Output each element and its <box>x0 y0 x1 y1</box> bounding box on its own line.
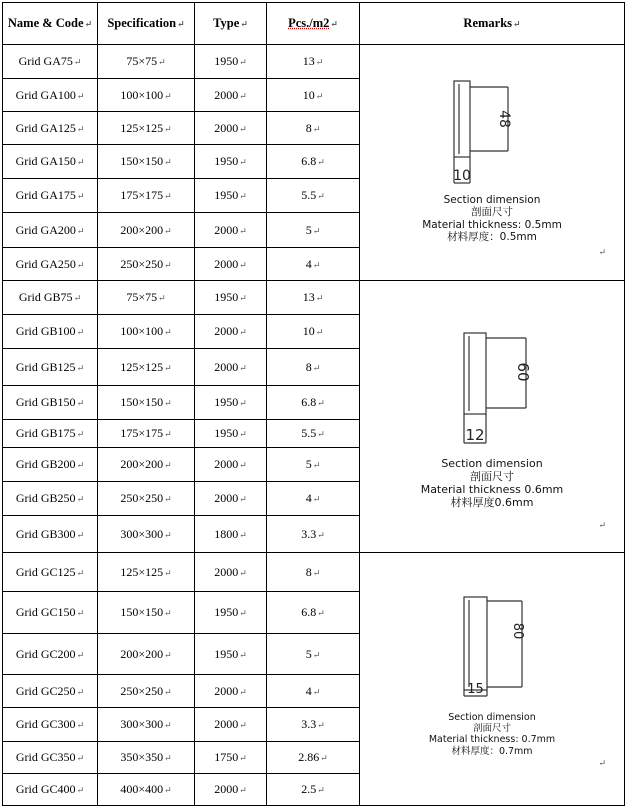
cell-type: 2000↵ <box>195 482 267 516</box>
paragraph-mark-icon: ↵ <box>239 327 247 337</box>
cell-type: 2000↵ <box>195 553 267 592</box>
paragraph-mark-icon: ↵ <box>312 225 321 236</box>
paragraph-mark-icon: ↵ <box>76 753 85 763</box>
cell-specification: 250×250↵ <box>98 675 195 708</box>
cell-name-code: Grid GC150↵ <box>3 592 98 634</box>
cell-name-code: Grid GA250↵ <box>3 248 98 281</box>
paragraph-mark-icon: ↵ <box>312 686 321 697</box>
cell-specification: 350×350↵ <box>98 742 195 774</box>
cell-pcs-m2: 5.5↵ <box>267 179 360 213</box>
cell-specification: 250×250↵ <box>98 248 195 281</box>
section-dimension-block <box>360 282 624 552</box>
remarks-cell <box>360 553 625 806</box>
cell-pcs-m2: 4↵ <box>267 675 360 708</box>
remark-line1: Section dimension <box>443 193 541 206</box>
paragraph-mark-icon: ↵ <box>239 57 247 67</box>
cell-name-code: Grid GC350↵ <box>3 742 98 774</box>
table-row <box>3 45 625 79</box>
section-description <box>360 194 624 244</box>
header-specification: Specification↵ <box>98 3 195 45</box>
paragraph-mark-icon: ↵ <box>76 494 85 504</box>
paragraph-mark-icon: ↵ <box>239 398 247 408</box>
height-dimension-label: 80 <box>510 622 525 639</box>
cell-type: 1950↵ <box>195 420 267 448</box>
cell-name-code: Grid GC125↵ <box>3 553 98 592</box>
paragraph-mark-icon: ↵ <box>73 57 82 67</box>
height-dimension-label: 48 <box>496 109 512 128</box>
cell-type: 2000↵ <box>195 448 267 482</box>
paragraph-mark-icon: ↵ <box>76 225 85 236</box>
remark-line2: 剖面尺寸 <box>471 206 513 219</box>
paragraph-mark-icon: ↵ <box>315 57 324 67</box>
paragraph-mark-icon: ↵ <box>164 362 172 373</box>
paragraph-mark-icon: ↵ <box>76 460 85 470</box>
cell-pcs-m2: 8↵ <box>267 553 360 592</box>
cell-specification: 75×75↵ <box>98 281 195 315</box>
cell-name-code: Grid GA150↵ <box>3 145 98 179</box>
cell-specification: 125×125↵ <box>98 553 195 592</box>
remark-line4: 材料厚度：0.5mm <box>447 231 537 244</box>
cell-name-code: Grid GB100↵ <box>3 315 98 349</box>
cell-specification: 100×100↵ <box>98 315 195 349</box>
cell-pcs-m2: 2.86↵ <box>267 742 360 774</box>
paragraph-mark-icon: ↵ <box>164 398 172 408</box>
cell-specification: 200×200↵ <box>98 448 195 482</box>
cell-type: 1950↵ <box>195 592 267 634</box>
profile-outer-leg <box>464 333 486 414</box>
cell-specification: 125×125↵ <box>98 112 195 145</box>
cell-specification: 100×100↵ <box>98 79 195 112</box>
paragraph-mark-icon: ↵ <box>239 293 247 303</box>
paragraph-mark-icon: ↵ <box>164 649 172 660</box>
cell-name-code: Grid GA200↵ <box>3 213 98 248</box>
paragraph-mark-icon: ↵ <box>312 567 321 578</box>
paragraph-mark-icon: ↵ <box>164 327 172 337</box>
cell-type: 2000↵ <box>195 112 267 145</box>
remark-line2: 剖面尺寸 <box>472 722 511 734</box>
remark-line3: Material thickness: 0.7mm <box>428 734 556 746</box>
cell-type: 2000↵ <box>195 213 267 248</box>
cell-type: 2000↵ <box>195 708 267 742</box>
paragraph-mark-icon: ↵ <box>315 327 324 337</box>
cell-type: 1950↵ <box>195 281 267 315</box>
cell-pcs-m2: 4↵ <box>267 248 360 281</box>
paragraph-mark-icon: ↵ <box>513 19 521 29</box>
cell-specification: 300×300↵ <box>98 708 195 742</box>
cell-specification: 125×125↵ <box>98 349 195 386</box>
paragraph-mark-icon: ↵ <box>598 246 606 257</box>
paragraph-mark-icon: ↵ <box>240 19 248 29</box>
paragraph-mark-icon: ↵ <box>76 567 85 578</box>
paragraph-mark-icon: ↵ <box>164 157 172 167</box>
cell-name-code: Grid GA125↵ <box>3 112 98 145</box>
cell-pcs-m2: 13↵ <box>267 281 360 315</box>
paragraph-mark-icon: ↵ <box>239 608 247 618</box>
width-dimension-label: 10 <box>453 167 471 184</box>
header-name-code: Name & Code↵ <box>3 3 98 45</box>
cell-name-code: Grid GB75↵ <box>3 281 98 315</box>
cell-type: 1950↵ <box>195 634 267 675</box>
header-pcs-m2: Pcs./m2↵ <box>267 3 360 45</box>
cell-pcs-m2: 5↵ <box>267 213 360 248</box>
remark-line2: 剖面尺寸 <box>470 469 514 483</box>
cell-pcs-m2: 8↵ <box>267 349 360 386</box>
paragraph-mark-icon: ↵ <box>239 720 247 730</box>
cell-specification: 250×250↵ <box>98 482 195 516</box>
cell-name-code: Grid GB200↵ <box>3 448 98 482</box>
cell-type: 1950↵ <box>195 145 267 179</box>
paragraph-mark-icon: ↵ <box>164 529 172 540</box>
cell-pcs-m2: 6.8↵ <box>267 145 360 179</box>
cell-name-code: Grid GC250↵ <box>3 675 98 708</box>
cell-specification: 175×175↵ <box>98 179 195 213</box>
paragraph-mark-icon: ↵ <box>76 327 85 337</box>
paragraph-mark-icon: ↵ <box>164 259 172 270</box>
width-dimension-label: 12 <box>465 425 485 444</box>
cell-type: 2000↵ <box>195 774 267 806</box>
profile-section-diagram <box>360 282 620 550</box>
cell-specification: 75×75↵ <box>98 45 195 79</box>
paragraph-mark-icon: ↵ <box>239 259 247 270</box>
paragraph-mark-icon: ↵ <box>164 90 172 101</box>
section-description <box>360 457 624 510</box>
paragraph-mark-icon: ↵ <box>317 529 325 540</box>
paragraph-mark-icon: ↵ <box>312 259 321 270</box>
remark-line1: Section dimension <box>448 711 536 723</box>
table-row <box>3 553 625 592</box>
cell-pcs-m2: 10↵ <box>267 79 360 112</box>
cell-specification: 200×200↵ <box>98 634 195 675</box>
paragraph-mark-icon: ↵ <box>317 608 325 618</box>
paragraph-mark-icon: ↵ <box>164 123 172 134</box>
cell-pcs-m2: 2.5↵ <box>267 774 360 806</box>
paragraph-mark-icon: ↵ <box>239 785 247 795</box>
paragraph-mark-icon: ↵ <box>239 157 247 167</box>
paragraph-mark-icon: ↵ <box>76 608 85 618</box>
paragraph-mark-icon: ↵ <box>317 398 325 408</box>
paragraph-mark-icon: ↵ <box>239 362 247 373</box>
cell-type: 2000↵ <box>195 248 267 281</box>
section-dimension-block <box>360 554 624 805</box>
cell-name-code: Grid GB250↵ <box>3 482 98 516</box>
cell-pcs-m2: 3.3↵ <box>267 516 360 553</box>
table-row <box>3 281 625 315</box>
paragraph-mark-icon: ↵ <box>330 19 338 29</box>
paragraph-mark-icon: ↵ <box>239 123 247 134</box>
height-dimension-label: 60 <box>514 361 532 382</box>
remarks-cell <box>360 45 625 281</box>
cell-pcs-m2: 3.3↵ <box>267 708 360 742</box>
paragraph-mark-icon: ↵ <box>315 293 324 303</box>
paragraph-mark-icon: ↵ <box>76 259 85 270</box>
paragraph-mark-icon: ↵ <box>76 398 85 408</box>
paragraph-mark-icon: ↵ <box>598 757 606 768</box>
paragraph-mark-icon: ↵ <box>315 90 324 101</box>
paragraph-mark-icon: ↵ <box>164 494 172 504</box>
paragraph-mark-icon: ↵ <box>177 19 185 29</box>
paragraph-mark-icon: ↵ <box>239 90 247 101</box>
paragraph-mark-icon: ↵ <box>84 19 93 29</box>
paragraph-mark-icon: ↵ <box>239 225 247 236</box>
cell-type: 1950↵ <box>195 179 267 213</box>
paragraph-mark-icon: ↵ <box>158 293 166 303</box>
cell-pcs-m2: 5.5↵ <box>267 420 360 448</box>
paragraph-mark-icon: ↵ <box>239 429 247 439</box>
remark-line4: 材料厚度0.6mm <box>450 496 534 510</box>
cell-specification: 150×150↵ <box>98 592 195 634</box>
cell-name-code: Grid GC300↵ <box>3 708 98 742</box>
paragraph-mark-icon: ↵ <box>76 720 85 730</box>
paragraph-mark-icon: ↵ <box>320 753 328 763</box>
remark-line3: Material thickness: 0.5mm <box>422 218 562 231</box>
cell-specification: 175×175↵ <box>98 420 195 448</box>
cell-type: 1950↵ <box>195 45 267 79</box>
cell-name-code: Grid GB175↵ <box>3 420 98 448</box>
header-type: Type↵ <box>195 3 267 45</box>
paragraph-mark-icon: ↵ <box>164 567 172 578</box>
paragraph-mark-icon: ↵ <box>598 519 606 530</box>
paragraph-mark-icon: ↵ <box>164 225 172 236</box>
cell-specification: 150×150↵ <box>98 386 195 420</box>
profile-outer-leg <box>454 81 470 157</box>
paragraph-mark-icon: ↵ <box>317 429 325 439</box>
paragraph-mark-icon: ↵ <box>164 608 172 618</box>
cell-type: 2000↵ <box>195 315 267 349</box>
cell-name-code: Grid GA175↵ <box>3 179 98 213</box>
cell-specification: 150×150↵ <box>98 145 195 179</box>
paragraph-mark-icon: ↵ <box>239 649 247 660</box>
remarks-cell <box>360 281 625 553</box>
cell-name-code: Grid GC200↵ <box>3 634 98 675</box>
paragraph-mark-icon: ↵ <box>317 157 325 167</box>
paragraph-mark-icon: ↵ <box>164 785 172 795</box>
paragraph-mark-icon: ↵ <box>312 460 321 470</box>
paragraph-mark-icon: ↵ <box>164 753 172 763</box>
cell-pcs-m2: 6.8↵ <box>267 386 360 420</box>
cell-name-code: Grid GA75↵ <box>3 45 98 79</box>
paragraph-mark-icon: ↵ <box>312 649 321 660</box>
paragraph-mark-icon: ↵ <box>76 785 85 795</box>
paragraph-mark-icon: ↵ <box>239 567 247 578</box>
cell-specification: 300×300↵ <box>98 516 195 553</box>
cell-pcs-m2: 4↵ <box>267 482 360 516</box>
remark-line1: Section dimension <box>441 456 543 470</box>
paragraph-mark-icon: ↵ <box>73 293 82 303</box>
cell-pcs-m2: 5↵ <box>267 634 360 675</box>
paragraph-mark-icon: ↵ <box>239 753 247 763</box>
cell-name-code: Grid GA100↵ <box>3 79 98 112</box>
cell-type: 2000↵ <box>195 349 267 386</box>
paragraph-mark-icon: ↵ <box>76 429 85 439</box>
cell-type: 2000↵ <box>195 79 267 112</box>
paragraph-mark-icon: ↵ <box>164 460 172 470</box>
paragraph-mark-icon: ↵ <box>76 686 85 697</box>
paragraph-mark-icon: ↵ <box>164 686 172 697</box>
cell-name-code: Grid GB150↵ <box>3 386 98 420</box>
cell-pcs-m2: 10↵ <box>267 315 360 349</box>
paragraph-mark-icon: ↵ <box>164 720 172 730</box>
paragraph-mark-icon: ↵ <box>164 191 172 201</box>
paragraph-mark-icon: ↵ <box>76 649 85 660</box>
cell-type: 1950↵ <box>195 386 267 420</box>
cell-type: 1800↵ <box>195 516 267 553</box>
paragraph-mark-icon: ↵ <box>76 123 85 134</box>
paragraph-mark-icon: ↵ <box>76 529 85 540</box>
paragraph-mark-icon: ↵ <box>317 720 325 730</box>
cell-pcs-m2: 8↵ <box>267 112 360 145</box>
paragraph-mark-icon: ↵ <box>76 362 85 373</box>
paragraph-mark-icon: ↵ <box>158 57 166 67</box>
cell-specification: 200×200↵ <box>98 213 195 248</box>
paragraph-mark-icon: ↵ <box>239 191 247 201</box>
cell-type: 2000↵ <box>195 675 267 708</box>
profile-section-diagram <box>360 554 620 803</box>
remark-line3: Material thickness 0.6mm <box>420 482 564 496</box>
section-dimension-block <box>360 46 624 280</box>
header-row <box>3 3 625 45</box>
product-spec-table <box>2 2 625 806</box>
remark-line4: 材料厚度：0.7mm <box>451 745 533 757</box>
cell-name-code: Grid GC400↵ <box>3 774 98 806</box>
width-dimension-label: 15 <box>467 681 484 697</box>
section-description <box>360 712 624 758</box>
paragraph-mark-icon: ↵ <box>164 429 172 439</box>
paragraph-mark-icon: ↵ <box>312 494 321 504</box>
header-remarks: Remarks↵ <box>360 3 625 45</box>
profile-outer-leg <box>464 597 487 690</box>
cell-name-code: Grid GB300↵ <box>3 516 98 553</box>
cell-name-code: Grid GB125↵ <box>3 349 98 386</box>
cell-pcs-m2: 6.8↵ <box>267 592 360 634</box>
cell-pcs-m2: 13↵ <box>267 45 360 79</box>
paragraph-mark-icon: ↵ <box>76 157 85 167</box>
paragraph-mark-icon: ↵ <box>317 191 325 201</box>
paragraph-mark-icon: ↵ <box>239 686 247 697</box>
paragraph-mark-icon: ↵ <box>312 123 321 134</box>
paragraph-mark-icon: ↵ <box>76 90 85 101</box>
paragraph-mark-icon: ↵ <box>239 460 247 470</box>
cell-specification: 400×400↵ <box>98 774 195 806</box>
cell-pcs-m2: 5↵ <box>267 448 360 482</box>
paragraph-mark-icon: ↵ <box>312 362 321 373</box>
paragraph-mark-icon: ↵ <box>239 529 247 540</box>
paragraph-mark-icon: ↵ <box>239 494 247 504</box>
cell-type: 1750↵ <box>195 742 267 774</box>
paragraph-mark-icon: ↵ <box>317 785 325 795</box>
paragraph-mark-icon: ↵ <box>76 191 85 201</box>
